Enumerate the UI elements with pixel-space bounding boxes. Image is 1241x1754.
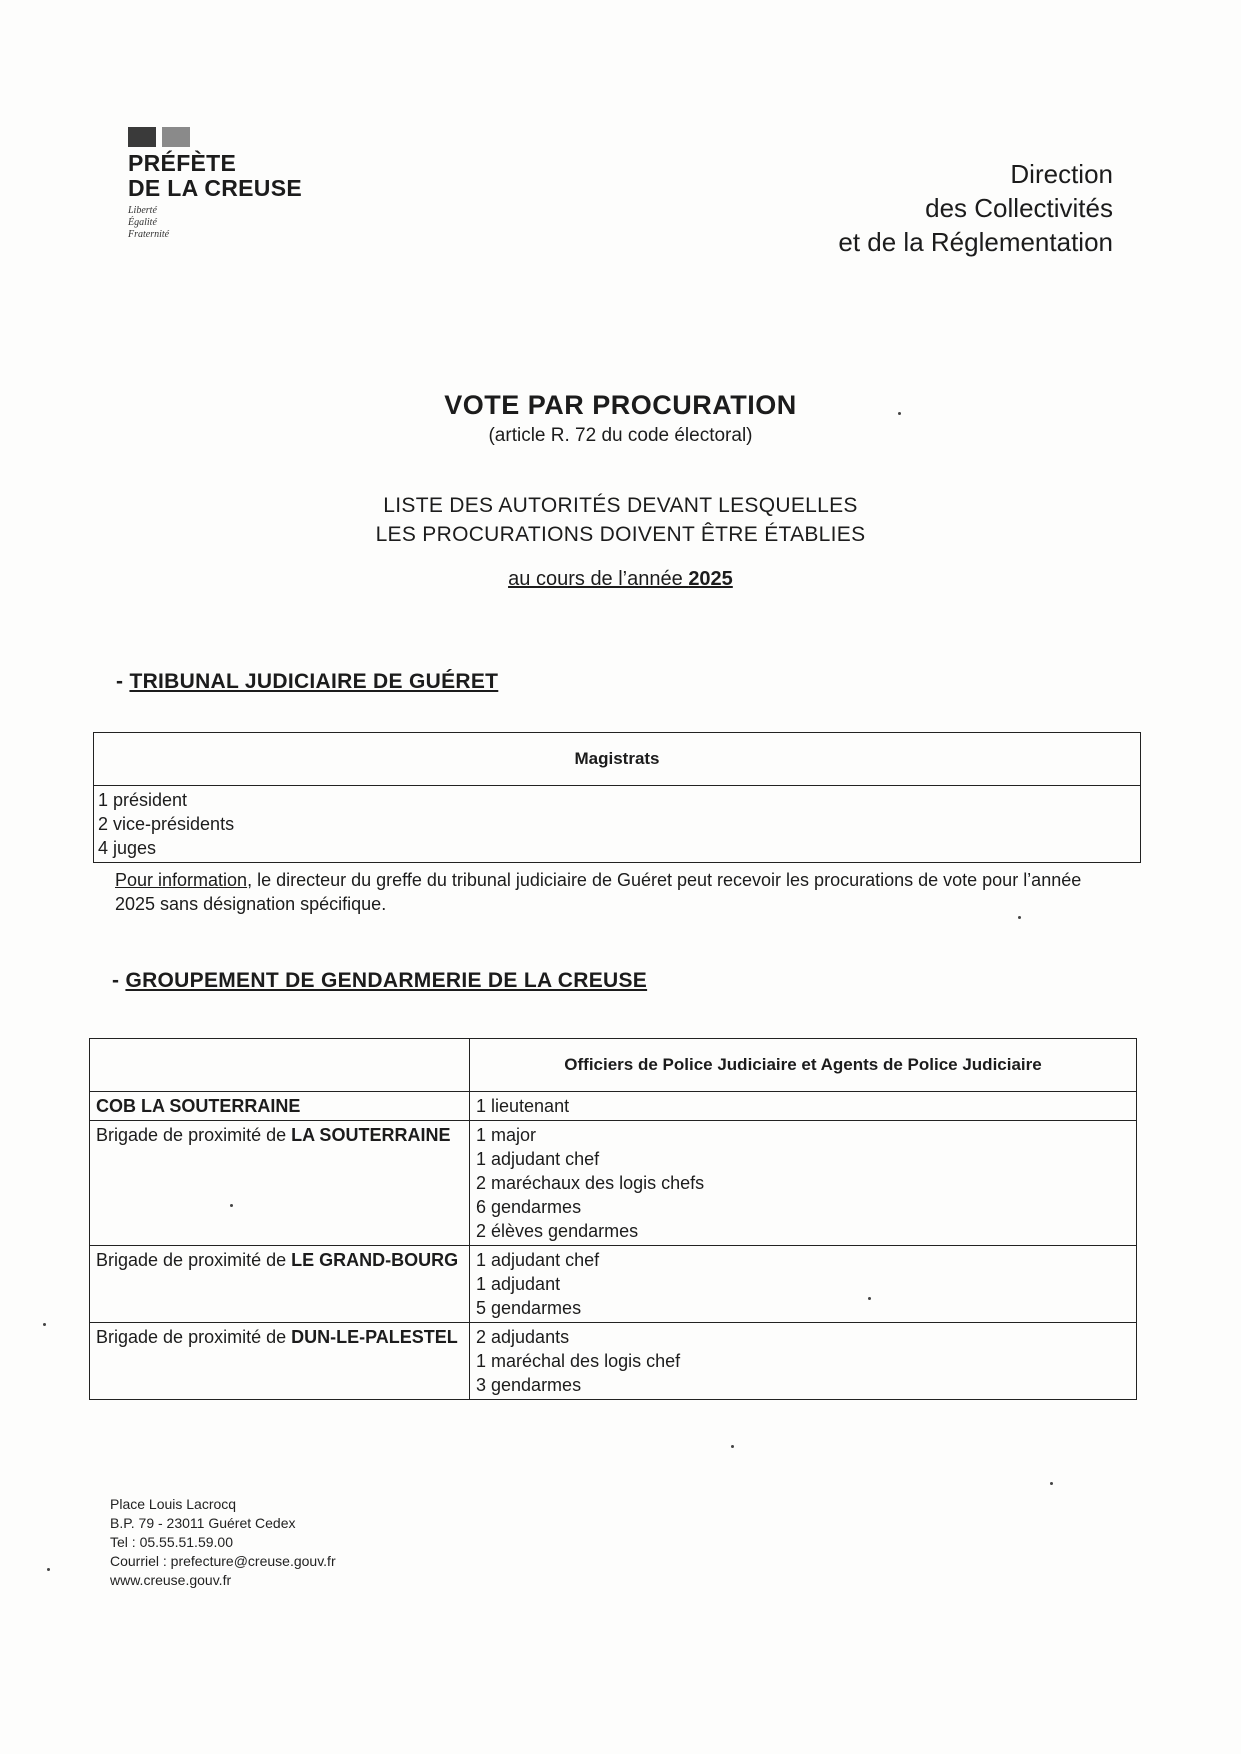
staff-cell <box>470 1323 1137 1400</box>
prefecture-name-line2: DE LA CREUSE <box>128 175 302 201</box>
unit-name: COB LA SOUTERRAINE <box>96 1096 301 1116</box>
section-dash: - <box>112 969 126 992</box>
motto-line: Fraternité <box>128 229 170 240</box>
scan-speck <box>47 1568 50 1571</box>
scan-speck <box>731 1445 734 1448</box>
list-item: 5 gendarmes <box>476 1298 582 1318</box>
scan-speck <box>898 412 901 415</box>
scan-speck <box>868 1297 871 1300</box>
year-line <box>0 568 1241 591</box>
direction-line: des Collectivités <box>925 193 1113 223</box>
year-value: 2025 <box>688 568 733 590</box>
document-title: VOTE PAR PROCURATION <box>444 390 797 420</box>
info-label: Pour information <box>115 870 248 890</box>
prefecture-name-line1: PRÉFÈTE <box>128 150 237 176</box>
staff-cell <box>470 1246 1137 1323</box>
marianne-emblem-icon <box>128 127 302 147</box>
unit-cell <box>90 1092 470 1121</box>
unit-cell <box>90 1246 470 1323</box>
tribunal-info-note <box>115 868 1115 916</box>
unit-cell <box>90 1121 470 1246</box>
scan-speck <box>1050 1482 1053 1485</box>
tribunal-title: TRIBUNAL JUDICIAIRE DE GUÉRET <box>129 670 499 693</box>
year-prefix: au cours de l’année <box>508 568 689 590</box>
footer-line: Tel : 05.55.51.59.00 <box>110 1534 233 1550</box>
footer-line: Courriel : prefecture@creuse.gouv.fr <box>110 1553 336 1569</box>
scan-speck <box>230 1204 233 1207</box>
staff-cell <box>470 1121 1137 1246</box>
table-row <box>90 1121 1137 1246</box>
list-title-line2: LES PROCURATIONS DOIVENT ÊTRE ÉTABLIES <box>375 523 866 546</box>
list-item: 1 major <box>476 1125 537 1145</box>
list-item: 2 adjudants <box>476 1327 570 1347</box>
list-item: 1 lieutenant <box>476 1096 570 1116</box>
list-item: 6 gendarmes <box>476 1197 582 1217</box>
direction-line: Direction <box>1010 159 1113 189</box>
prefecture-logo <box>128 127 302 241</box>
list-item: 1 adjudant chef <box>476 1250 600 1270</box>
list-item: 1 adjudant <box>476 1274 561 1294</box>
footer-line: www.creuse.gouv.fr <box>110 1572 232 1588</box>
motto-line: Égalité <box>128 217 157 228</box>
unit-header-empty <box>90 1039 470 1092</box>
unit-name: LE GRAND-BOURG <box>291 1250 459 1270</box>
gendarmerie-section-title <box>112 969 647 993</box>
gendarmerie-table <box>89 1038 1137 1400</box>
list-item: 1 maréchal des logis chef <box>476 1351 681 1371</box>
direction-line: et de la Réglementation <box>838 227 1113 257</box>
table-row <box>90 1092 1137 1121</box>
unit-prefix: Brigade de proximité de <box>96 1125 292 1145</box>
unit-cell <box>90 1323 470 1400</box>
list-title-line1: LISTE DES AUTORITÉS DEVANT LESQUELLES <box>383 494 858 517</box>
officers-header: Officiers de Police Judiciaire et Agents de Police Judiciaire <box>470 1039 1137 1092</box>
table-row <box>90 1323 1137 1400</box>
list-item: 2 vice-présidents <box>98 814 235 834</box>
list-item: 2 élèves gendarmes <box>476 1221 639 1241</box>
magistrates-cell <box>94 786 1141 863</box>
footer-line: B.P. 79 - 23011 Guéret Cedex <box>110 1515 296 1531</box>
list-item: 1 adjudant chef <box>476 1149 600 1169</box>
footer-line: Place Louis Lacrocq <box>110 1496 237 1512</box>
footer-address <box>110 1495 336 1590</box>
unit-name: LA SOUTERRAINE <box>291 1125 451 1145</box>
tribunal-section-title <box>116 670 498 694</box>
list-item: 3 gendarmes <box>476 1375 582 1395</box>
section-dash: - <box>116 670 130 693</box>
magistrates-table <box>93 732 1141 863</box>
motto <box>128 205 302 241</box>
scan-speck <box>43 1323 46 1326</box>
magistrates-header: Magistrats <box>94 733 1141 786</box>
list-item: 2 maréchaux des logis chefs <box>476 1173 705 1193</box>
scan-speck <box>1018 916 1021 919</box>
gendarmerie-title: GROUPEMENT DE GENDARMERIE DE LA CREUSE <box>125 969 648 992</box>
motto-line: Liberté <box>128 205 157 216</box>
staff-cell <box>470 1092 1137 1121</box>
info-text: , le directeur du greffe du tribunal judiciaire de Guéret peut recevoir les procurations de vote pour l’année 2025 sans désignation spécifique. <box>115 870 1082 914</box>
unit-prefix: Brigade de proximité de <box>96 1250 292 1270</box>
list-item: 4 juges <box>98 838 157 858</box>
unit-prefix: Brigade de proximité de <box>96 1327 292 1347</box>
list-item: 1 président <box>98 790 188 810</box>
table-row <box>90 1246 1137 1323</box>
direction-heading <box>838 157 1113 259</box>
unit-name: DUN-LE-PALESTEL <box>291 1327 458 1347</box>
document-subtitle: (article R. 72 du code électoral) <box>488 425 753 446</box>
